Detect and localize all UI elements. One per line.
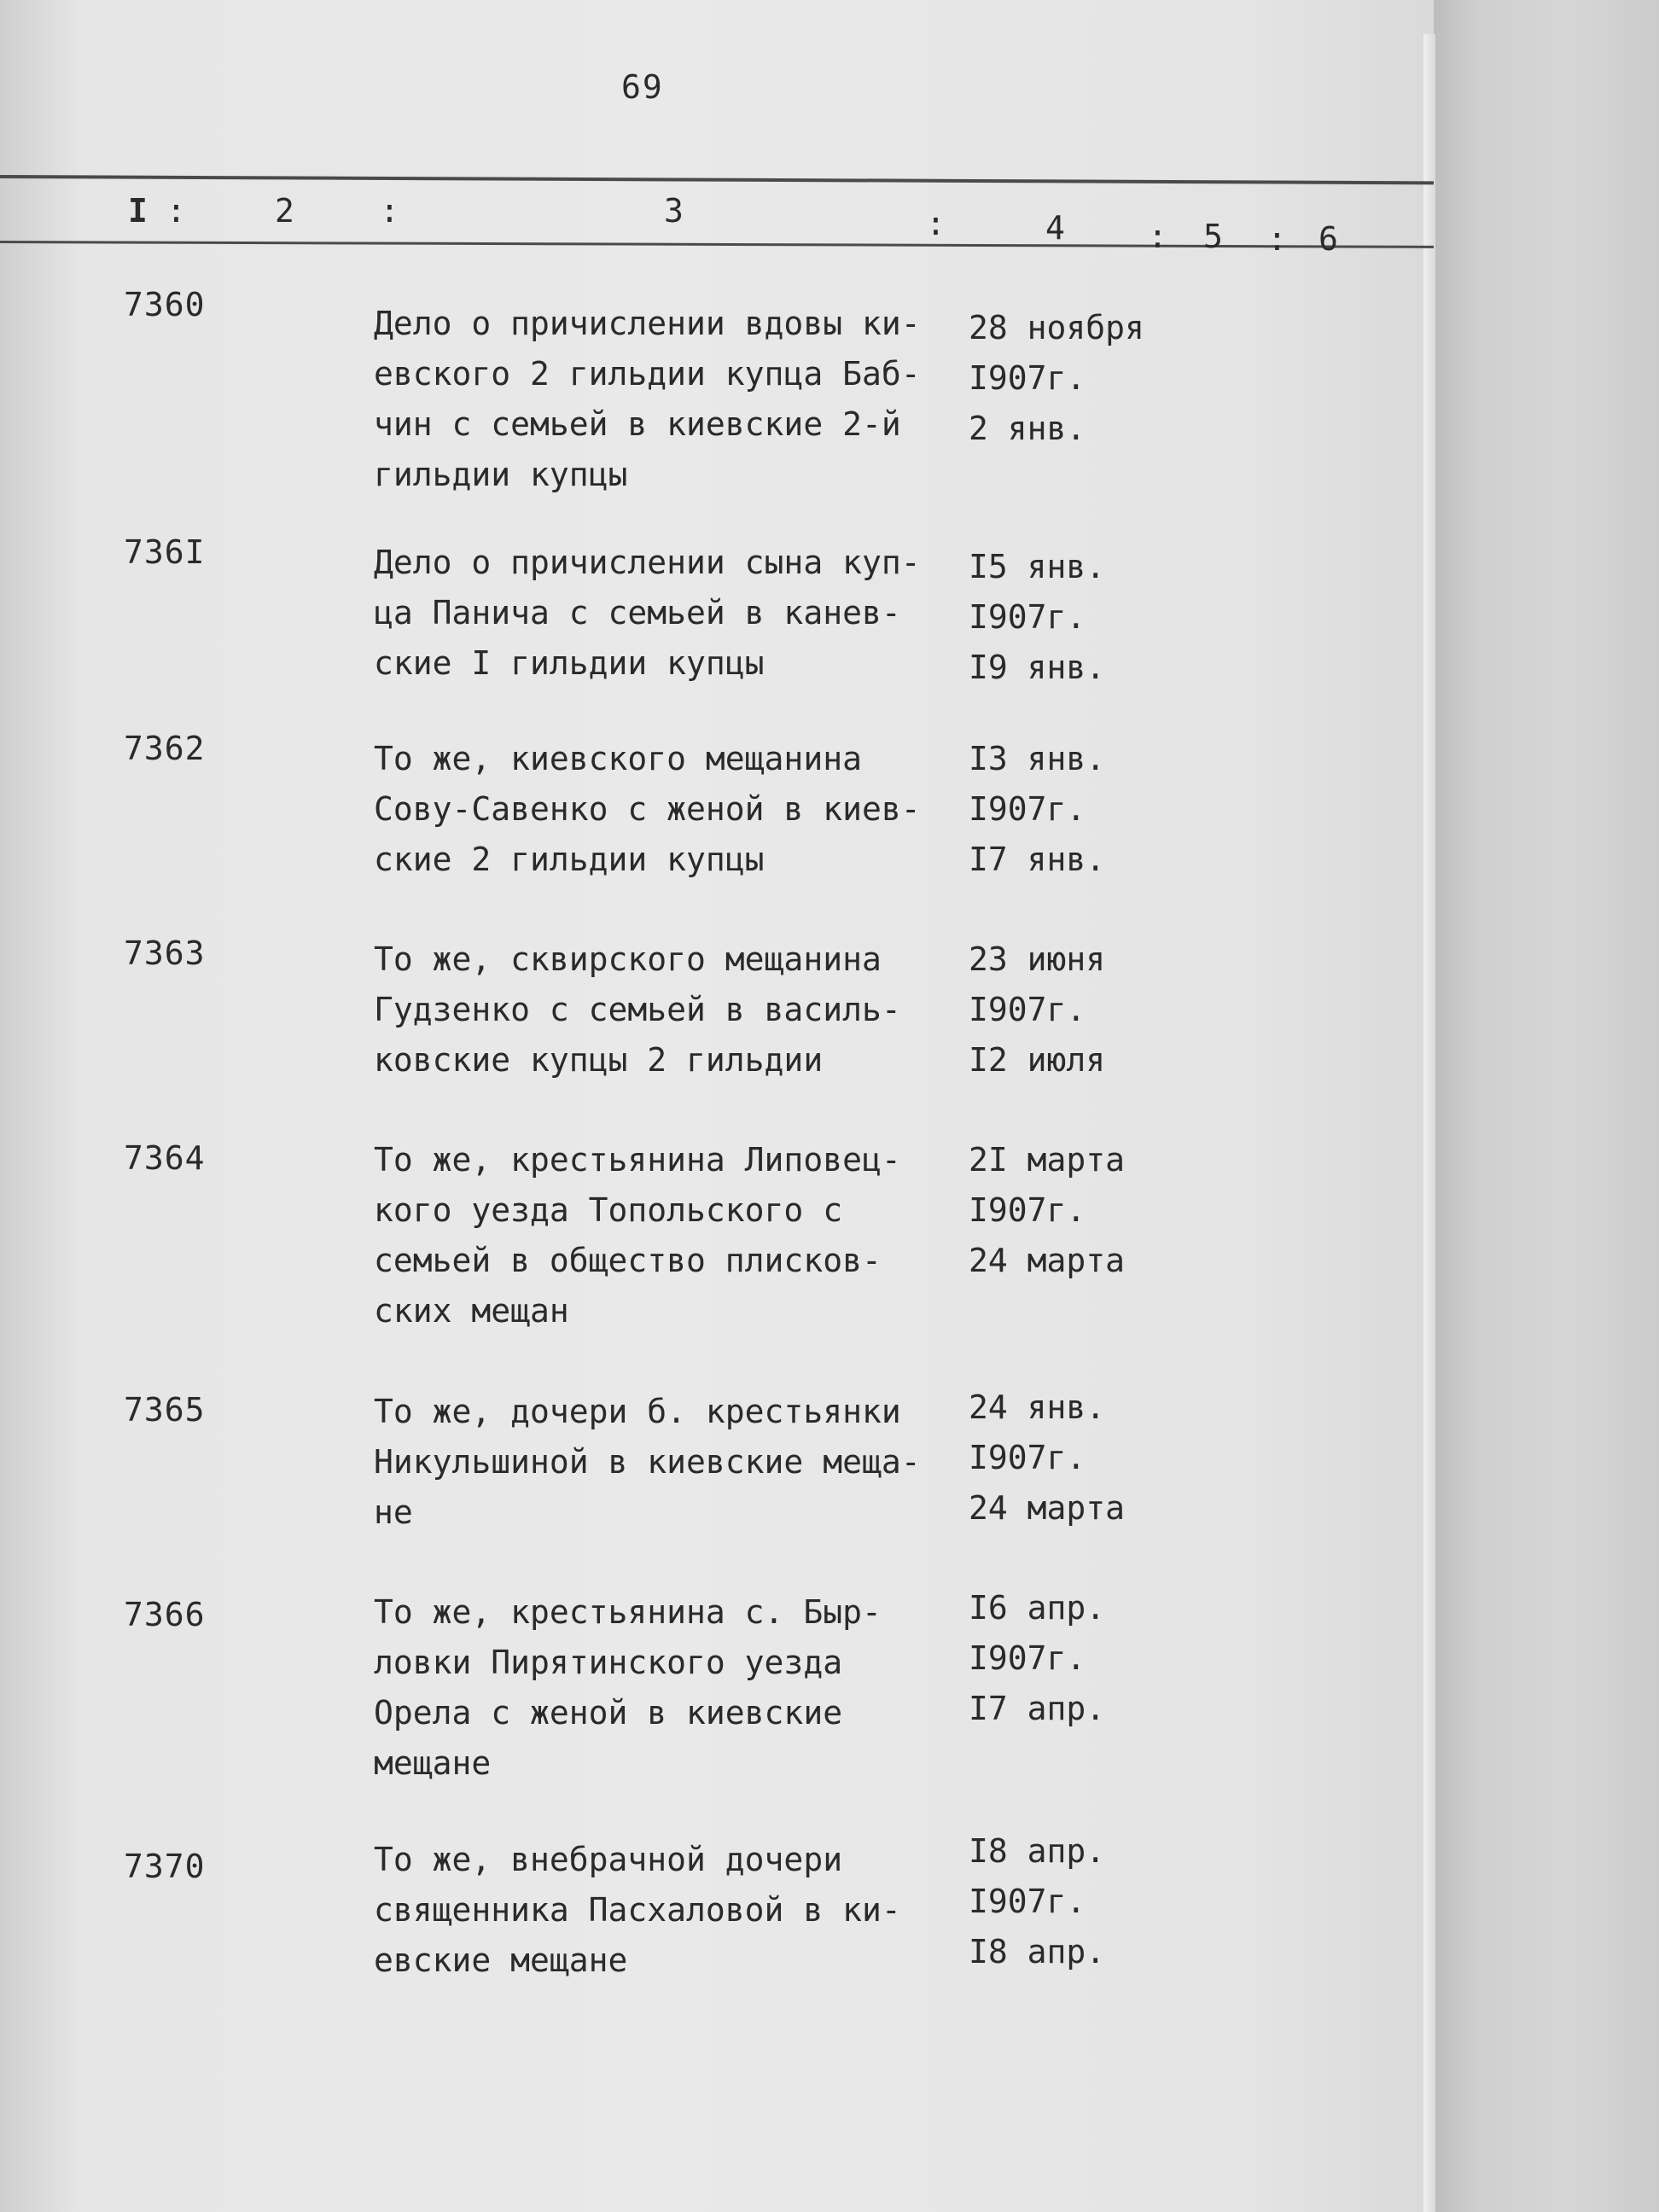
- entry-description: [374, 1387, 971, 1538]
- description-line: Сову-Савенко с женой в киев-: [374, 790, 921, 828]
- page-number: 69: [621, 68, 664, 106]
- description-line: То же, дочери б. крестьянки: [374, 1393, 901, 1430]
- description-line: ловки Пирятинского уезда: [374, 1644, 843, 1681]
- column-header-3: 3: [664, 192, 684, 230]
- date-line: I7 апр.: [969, 1690, 1106, 1727]
- entry-description: [374, 538, 971, 689]
- column-header-6: 6: [1318, 220, 1338, 258]
- entry-description: [374, 1835, 971, 1986]
- description-line: мещане: [374, 1744, 492, 1782]
- entry-number: 736I: [124, 533, 206, 571]
- date-line: 24 янв.: [969, 1388, 1106, 1426]
- description-line: То же, внебрачной дочери: [374, 1841, 843, 1878]
- date-line: 28 ноября: [969, 309, 1144, 346]
- entry-number: 7370: [124, 1848, 206, 1885]
- entry-number: 7365: [124, 1391, 206, 1429]
- date-line: I907г.: [969, 790, 1086, 828]
- column-header-1: I: [128, 192, 148, 230]
- description-line: кого уезда Топольского с: [374, 1191, 843, 1229]
- entry-dates: [969, 542, 1173, 693]
- description-line: То же, крестьянина с. Быр-: [374, 1593, 882, 1631]
- date-line: 23 июня: [969, 940, 1106, 978]
- date-line: I9 янв.: [969, 649, 1106, 686]
- description-line: ские 2 гильдии купцы: [374, 841, 765, 878]
- date-line: I907г.: [969, 1191, 1086, 1229]
- date-line: 24 марта: [969, 1242, 1126, 1279]
- column-separator: :: [380, 192, 399, 230]
- date-line: I5 янв.: [969, 548, 1106, 585]
- entry-dates: [969, 303, 1173, 454]
- column-separator: :: [926, 205, 946, 242]
- description-line: гильдии купцы: [374, 456, 628, 493]
- date-line: I907г.: [969, 1439, 1086, 1476]
- date-line: 2I марта: [969, 1141, 1126, 1179]
- date-line: I7 янв.: [969, 841, 1106, 878]
- description-line: Дело о причислении сына куп-: [374, 544, 921, 581]
- date-line: 24 марта: [969, 1489, 1126, 1527]
- description-line: Орела с женой в киевские: [374, 1694, 843, 1732]
- description-line: То же, сквирского мещанина: [374, 940, 882, 978]
- entry-dates: [969, 1382, 1173, 1534]
- description-line: То же, крестьянина Липовец-: [374, 1141, 901, 1179]
- header-rule-top: [0, 175, 1434, 184]
- description-line: Никульшиной в киевские меща-: [374, 1443, 921, 1481]
- background-surface: [1434, 0, 1659, 2212]
- entry-number: 7364: [124, 1139, 206, 1177]
- column-header-5: 5: [1203, 218, 1223, 255]
- column-separator: :: [166, 192, 186, 230]
- column-header-2: 2: [275, 192, 294, 230]
- entry-dates: [969, 734, 1173, 885]
- description-line: евские мещане: [374, 1941, 628, 1979]
- entry-number: 7362: [124, 730, 206, 767]
- description-line: ские I гильдии купцы: [374, 644, 765, 682]
- entry-number: 7366: [124, 1596, 206, 1633]
- entry-dates: [969, 1135, 1173, 1286]
- date-line: I8 апр.: [969, 1832, 1106, 1870]
- description-line: священника Пасхаловой в ки-: [374, 1891, 901, 1929]
- date-line: I907г.: [969, 598, 1086, 636]
- date-line: I3 янв.: [969, 740, 1106, 777]
- entry-number: 7363: [124, 934, 206, 972]
- description-line: семьей в общество плисков-: [374, 1242, 882, 1279]
- column-separator: :: [1267, 220, 1287, 258]
- entry-description: [374, 1135, 971, 1336]
- description-line: ца Панича с семьей в канев-: [374, 594, 901, 632]
- column-header-4: 4: [1045, 209, 1065, 247]
- entry-description: [374, 934, 971, 1086]
- date-line: I907г.: [969, 1883, 1086, 1920]
- date-line: I907г.: [969, 991, 1086, 1028]
- description-line: не: [374, 1493, 413, 1531]
- date-line: I6 апр.: [969, 1589, 1106, 1627]
- date-line: I907г.: [969, 1639, 1086, 1677]
- entry-description: [374, 299, 971, 500]
- page-edge: [1423, 34, 1435, 2212]
- entry-description: [374, 734, 971, 885]
- entry-dates: [969, 1826, 1173, 1977]
- column-separator: :: [1148, 218, 1167, 255]
- entry-description: [374, 1587, 971, 1789]
- description-line: Дело о причислении вдовы ки-: [374, 305, 921, 342]
- date-line: I8 апр.: [969, 1933, 1106, 1970]
- description-line: ских мещан: [374, 1292, 569, 1330]
- description-line: чин с семьей в киевские 2-й: [374, 405, 901, 443]
- description-line: Гудзенко с семьей в василь-: [374, 991, 901, 1028]
- date-line: I2 июля: [969, 1041, 1106, 1079]
- date-line: I907г.: [969, 359, 1086, 397]
- entry-dates: [969, 934, 1173, 1086]
- entry-number: 7360: [124, 286, 206, 323]
- entry-dates: [969, 1583, 1173, 1734]
- description-line: ковские купцы 2 гильдии: [374, 1041, 824, 1079]
- description-line: евского 2 гильдии купца Баб-: [374, 355, 921, 393]
- description-line: То же, киевского мещанина: [374, 740, 862, 777]
- date-line: 2 янв.: [969, 410, 1086, 447]
